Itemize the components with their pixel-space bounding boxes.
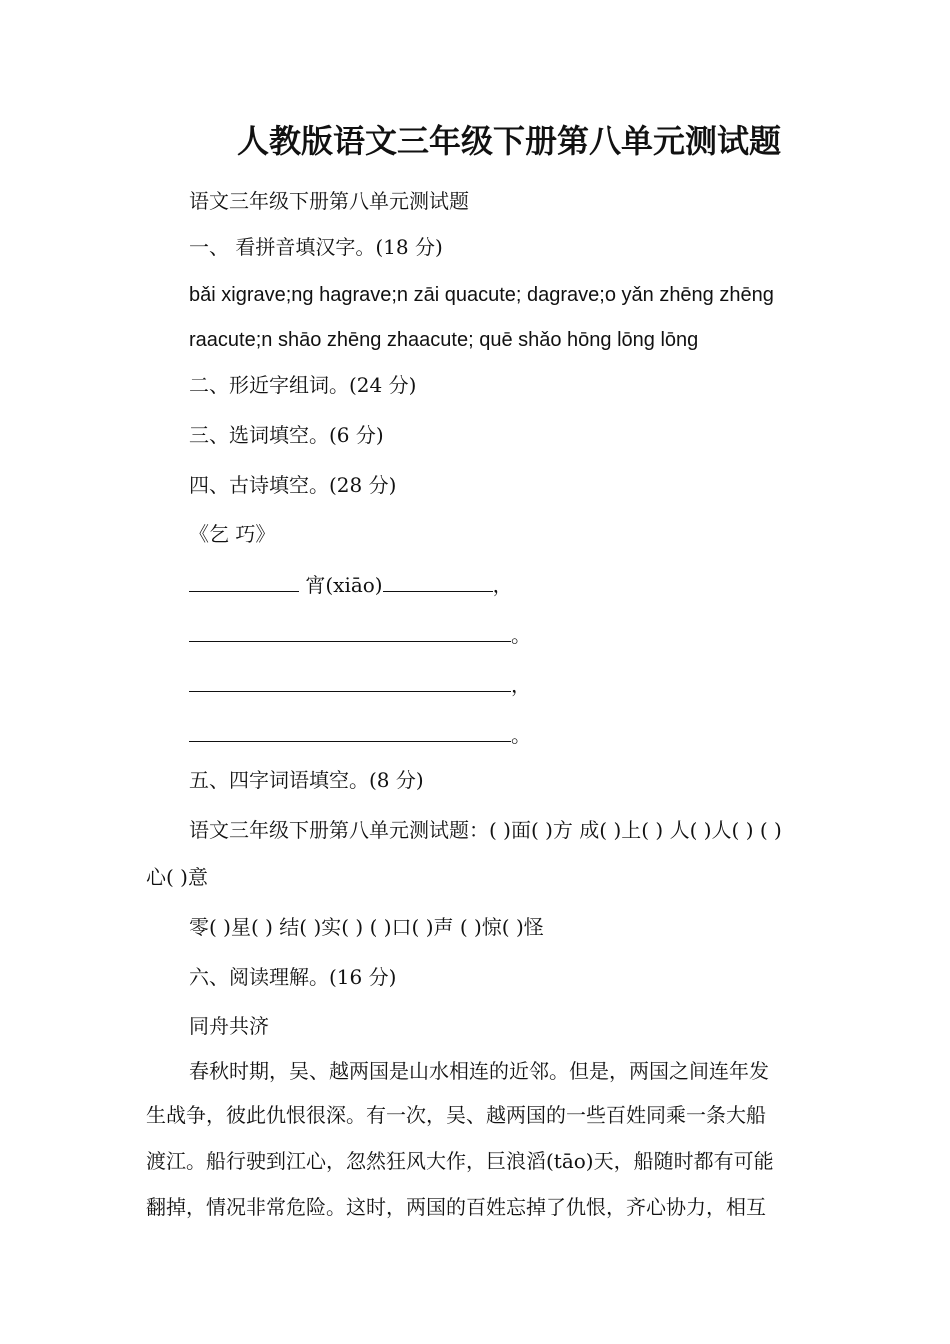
answer-blank[interactable] <box>189 623 511 642</box>
poem-title: 《乞 巧》 <box>189 522 276 546</box>
subtitle: 语文三年级下册第八单元测试题 <box>189 189 469 213</box>
story-paragraph-line-3: 渡江。船行驶到江心，忽然狂风大作，巨浪滔(tāo)天，船随时都有可能 <box>146 1149 774 1173</box>
answer-blank[interactable] <box>189 673 511 692</box>
section-heading-2: 二、形近字组词。(24 分) <box>189 373 417 397</box>
story-paragraph-line-1: 春秋时期，吴、越两国是山水相连的近邻。但是，两国之间连年发 <box>189 1059 769 1083</box>
poem-line-4 <box>189 722 531 748</box>
section-heading-1: 一、 看拼音填汉字。(18 分) <box>189 235 443 259</box>
idiom-line-1-wrap: 心( )意 <box>146 865 208 889</box>
section-heading-6: 六、阅读理解。(16 分) <box>189 965 397 989</box>
poem-line-2-punct: 。 <box>511 623 531 647</box>
answer-blank[interactable] <box>189 573 299 592</box>
idiom-line-2: 零( )星( ) 结( )实( ) ( )口( )声 ( )惊( )怪 <box>189 915 544 939</box>
answer-blank[interactable] <box>383 573 493 592</box>
poem-line-4-punct: 。 <box>511 723 531 747</box>
story-paragraph-line-2: 生战争，彼此仇恨很深。有一次，吴、越两国的一些百姓同乘一条大船 <box>146 1103 766 1127</box>
idiom-line-1: 语文三年级下册第八单元测试题：( )面( )方 成( )上( ) 人( )人( ) ( ) <box>189 818 782 842</box>
story-title: 同舟共济 <box>189 1014 269 1038</box>
answer-blank[interactable] <box>189 723 511 742</box>
poem-line-2 <box>189 622 531 648</box>
section-heading-4: 四、古诗填空。(28 分) <box>189 473 397 497</box>
poem-line-3 <box>189 672 531 698</box>
pinyin-line-1: bǎi xigrave;ng hagrave;n zāi quacute; dagrave;o yǎn zhēng zhēng <box>189 284 774 306</box>
section-heading-5: 五、四字词语填空。(8 分) <box>189 768 424 792</box>
poem-line-1 <box>189 572 513 598</box>
section-heading-3: 三、选词填空。(6 分) <box>189 423 384 447</box>
story-paragraph-line-4: 翻掉，情况非常危险。这时，两国的百姓忘掉了仇恨，齐心协力，相互 <box>146 1195 766 1219</box>
poem-line-1-text: 宵(xiāo) <box>299 573 383 597</box>
poem-line-3-punct: ， <box>511 673 531 697</box>
poem-line-1-punct: ， <box>492 573 513 597</box>
pinyin-line-2: raacute;n shāo zhēng zhaacute; quē shǎo hōng lōng lōng <box>189 329 699 351</box>
document-title: 人教版语文三年级下册第八单元测试题 <box>236 122 781 160</box>
